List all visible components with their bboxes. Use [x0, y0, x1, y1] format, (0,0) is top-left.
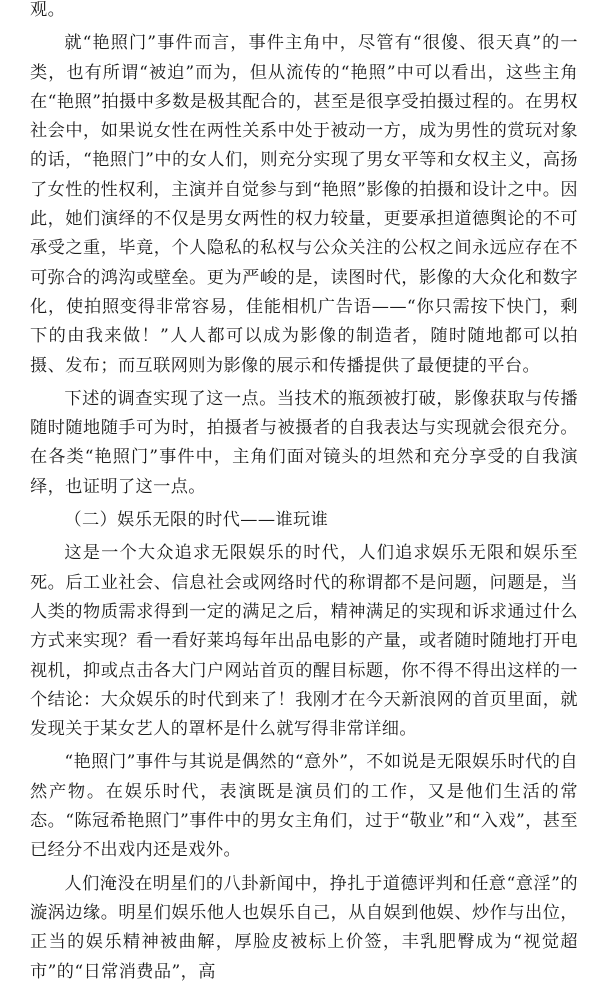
paragraph-continuation: 观。 — [30, 0, 66, 20]
paragraph-accident-or-product: “艳照门”事件与其说是偶然的“意外”，不如说是无限娱乐时代的自然产物。在娱乐时代，表演既是演员们的工作，又是他们生活的常态。“陈冠希艳照门”事件中的男女主角们，过于“敬业”和“入戏”，甚至已经分不出戏内还是戏外。 — [30, 752, 578, 861]
paragraph-gossip-news: 人们淹没在明星们的八卦新闻中，挣扎于道德评判和任意“意淫”的漩涡边缘。明星们娱乐他人也娱乐自己，从自娱到他娱、炒作与出位，正当的娱乐精神被曲解，厚脸皮被标上价签，丰乳肥臀成为“视觉超市”的“日常消费品”，高 — [30, 873, 578, 982]
paragraph-survey: 下述的调查实现了这一点。当技术的瓶颈被打破，影像获取与传播随时随地随手可为时，拍摄者与被摄者的自我表达与实现就会很充分。在各类“艳照门”事件中，主角们面对镜头的坦然和充分享受的自我演绎，也证明了这一点。 — [30, 388, 578, 497]
paragraph-yanzhaomen-protagonists: 就“艳照门”事件而言，事件主角中，尽管有“很傻、很天真”的一类，也有所谓“被迫”而为，但从流传的“艳照”中可以看出，这些主角在“艳照”拍摄中多数是极其配合的，甚至是很享受拍摄过程的。在男权社会中，如果说女性在两性关系中处于被动一方，成为男性的赏玩对象的话，“艳照门”中的女人们，则充分实现了男女平等和女权主义，高扬了女性的性权利，主演并自觉参与到“艳照”影像的拍摄和设计之中。因此，她们演绎的不仅是男女两性的权力较量，更要承担道德舆论的不可承受之重，毕竟，个人隐私的私权与公众关注的公权之间永远应存在不可弥合的鸿沟或壁垒。更为严峻的是，读图时代，影像的大众化和数字化，使拍照变得非常容易，佳能相机广告语——“你只需按下快门，剩下的由我来做！”人人都可以成为影像的制造者，随时随地都可以拍摄、发布；而互联网则为影像的展示和传播提供了最便捷的平台。 — [30, 33, 578, 376]
paragraph-entertainment-era: 这是一个大众追求无限娱乐的时代，人们追求娱乐无限和娱乐至死。后工业社会、信息社会或网络时代的称谓都不是问题，问题是，当人类的物质需求得到一定的满足之后，精神满足的实现和诉求通过什么方式来实现？看一看好莱坞每年出品电影的产量，或者随时随地打开电视机，抑或点击各大门户网站首页的醒目标题，你不得不得出这样的一个结论：大众娱乐的时代到来了！我刚才在今天新浪网的首页里面，就发现关于某女艺人的罩杯是什么就写得非常详细。 — [30, 543, 578, 740]
section-heading: （二）娱乐无限的时代——谁玩谁 — [64, 510, 329, 531]
